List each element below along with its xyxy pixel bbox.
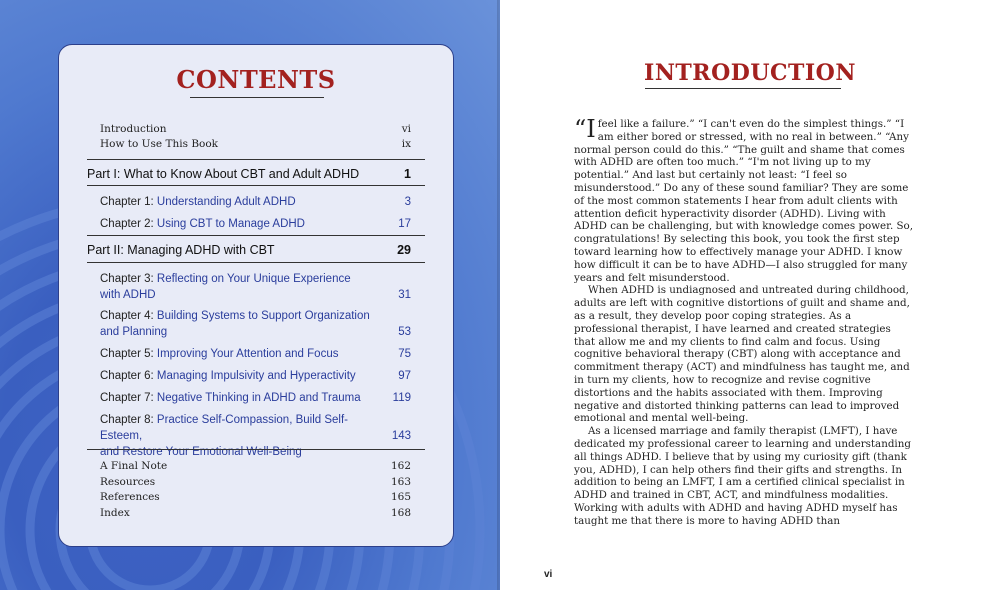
toc-entry-label: Index bbox=[100, 507, 130, 519]
part-page: 1 bbox=[404, 167, 411, 181]
right-page-introduction bbox=[500, 0, 1000, 590]
paragraph: “I feel like a failure.” “I can't even do the simplest things.” “I am either bored or stressed, with no real in between.” “Any normal person could do this.” “The guilt and shame that comes with ADHD are often too much.” “I'm not living up to my potential.” And last but certainly not least: “I feel so misunderstood.” Do any of these sound familiar? They are some of the most common statements I hear from adult clients with attention deficit hyperactivity disorder (ADHD). Living with ADHD can be challenging, but with knowledge comes power. So, congratulations! By selecting this book, you took the first step toward learning how to effectively manage your ADHD. I know how difficult it can be to have ADHD—I also struggled for many years and felt misunderstood. bbox=[574, 115, 914, 284]
chapter-title: Using CBT to Manage ADHD bbox=[156, 218, 305, 230]
toc-entry-label: Resources bbox=[100, 476, 156, 488]
toc-divider bbox=[87, 449, 425, 450]
toc-chapter-6[interactable] bbox=[100, 368, 411, 384]
part-page: 29 bbox=[397, 243, 411, 257]
toc-entry-final-note[interactable] bbox=[100, 460, 411, 472]
chapter-page: 143 bbox=[391, 430, 411, 442]
chapter-title: Managing Impulsivity and Hyperactivity bbox=[156, 370, 356, 382]
chapter-prefix: Chapter 5: bbox=[100, 348, 154, 360]
introduction-title-underline bbox=[645, 88, 841, 89]
chapter-title-line-1: Reflecting on Your Unique Experience bbox=[156, 273, 351, 285]
toc-entry-label: A Final Note bbox=[100, 460, 168, 472]
toc-entry-page: 162 bbox=[390, 460, 411, 472]
chapter-prefix: Chapter 2: bbox=[100, 218, 154, 230]
chapter-title-line-2: and Planning bbox=[100, 326, 168, 338]
toc-entry-label: Introduction bbox=[100, 123, 167, 135]
chapter-page: 53 bbox=[398, 326, 411, 338]
drop-cap: “I bbox=[574, 115, 596, 143]
page-number: vi bbox=[544, 569, 553, 580]
chapter-page: 119 bbox=[392, 392, 411, 404]
toc-entry-resources[interactable] bbox=[100, 476, 411, 488]
toc-chapter-4[interactable] bbox=[100, 308, 411, 340]
chapter-prefix: Chapter 6: bbox=[100, 370, 154, 382]
toc-entry-label: References bbox=[100, 491, 160, 503]
paragraph: As a licensed marriage and family therapist (LMFT), I have dedicated my professional career to learning and understanding all things ADHD. I believe that by using my curiosity gift (thank you, ADHD), I can help others find their gifts and strengths. In addition to being an LMFT, I am a certified clinical specialist in ADHD and trained in CBT, ACT, and mindfulness modalities. Working with adults with ADHD and having ADHD myself has taught me that there is more to having ADHD than bbox=[574, 425, 911, 527]
toc-part-2[interactable] bbox=[87, 243, 411, 257]
toc-entry-introduction[interactable] bbox=[100, 123, 411, 135]
chapter-title: Improving Your Attention and Focus bbox=[156, 348, 339, 360]
toc-entry-page: 163 bbox=[390, 476, 411, 488]
toc-divider bbox=[87, 235, 425, 236]
contents-title-underline bbox=[190, 97, 324, 98]
introduction-title: INTRODUCTION bbox=[644, 60, 856, 86]
introduction-body bbox=[574, 115, 914, 528]
contents-card bbox=[58, 44, 454, 547]
toc-chapter-8[interactable] bbox=[100, 412, 411, 460]
chapter-title: Negative Thinking in ADHD and Trauma bbox=[156, 392, 361, 404]
chapter-title-line-1: Practice Self-Compassion, Build Self-Esteem, bbox=[100, 414, 349, 442]
part-label: Part II: Managing ADHD with CBT bbox=[87, 243, 275, 257]
chapter-page: 17 bbox=[398, 218, 411, 230]
toc-entry-page: vi bbox=[401, 123, 411, 135]
part-label: Part I: What to Know About CBT and Adult ADHD bbox=[87, 167, 360, 181]
toc-entry-how-to-use[interactable] bbox=[100, 138, 411, 150]
chapter-page: 3 bbox=[404, 196, 411, 208]
chapter-page: 97 bbox=[398, 370, 411, 382]
toc-entry-references[interactable] bbox=[100, 491, 411, 503]
contents-title: CONTENTS bbox=[176, 65, 336, 94]
chapter-title-line-2: with ADHD bbox=[100, 289, 156, 301]
toc-entry-index[interactable] bbox=[100, 507, 411, 519]
chapter-prefix: Chapter 3: bbox=[100, 273, 154, 285]
chapter-page: 75 bbox=[398, 348, 411, 360]
toc-divider bbox=[87, 159, 425, 160]
toc-chapter-3[interactable] bbox=[100, 271, 411, 303]
toc-chapter-7[interactable] bbox=[100, 390, 411, 406]
chapter-prefix: Chapter 4: bbox=[100, 310, 154, 322]
toc-entry-page: 165 bbox=[390, 491, 411, 503]
toc-divider bbox=[87, 262, 425, 263]
toc-entry-page: 168 bbox=[390, 507, 411, 519]
chapter-prefix: Chapter 8: bbox=[100, 414, 154, 426]
chapter-title: Understanding Adult ADHD bbox=[156, 196, 296, 208]
toc-chapter-5[interactable] bbox=[100, 346, 411, 362]
chapter-title-line-2: and Restore Your Emotional Well-Being bbox=[100, 446, 302, 458]
toc-entry-label: How to Use This Book bbox=[100, 138, 219, 150]
paragraph: When ADHD is undiagnosed and untreated during childhood, adults are left with cognitive distortions of guilt and shame and, as a result, they develop poor coping strategies. As a professional therapist, I have learned and created strategies that allow me and my clients to find calm and focus. Using cognitive behavioral therapy (CBT) along with acceptance and commitment therapy (ACT) and mindfulness has taught me, and in turn my clients, how to recognize and revise cognitive distortions and the habits associated with them. Improving negative and distorted thinking patterns can lead to improved emotional and mental well-being. bbox=[574, 284, 910, 425]
toc-entry-page: ix bbox=[401, 138, 411, 150]
chapter-prefix: Chapter 1: bbox=[100, 196, 154, 208]
chapter-title-line-1: Building Systems to Support Organization bbox=[156, 310, 370, 322]
chapter-page: 31 bbox=[398, 289, 411, 301]
chapter-prefix: Chapter 7: bbox=[100, 392, 154, 404]
toc-part-1[interactable] bbox=[87, 167, 411, 181]
toc-chapter-1[interactable] bbox=[100, 194, 411, 210]
toc-chapter-2[interactable] bbox=[100, 216, 411, 232]
toc-divider bbox=[87, 185, 425, 186]
